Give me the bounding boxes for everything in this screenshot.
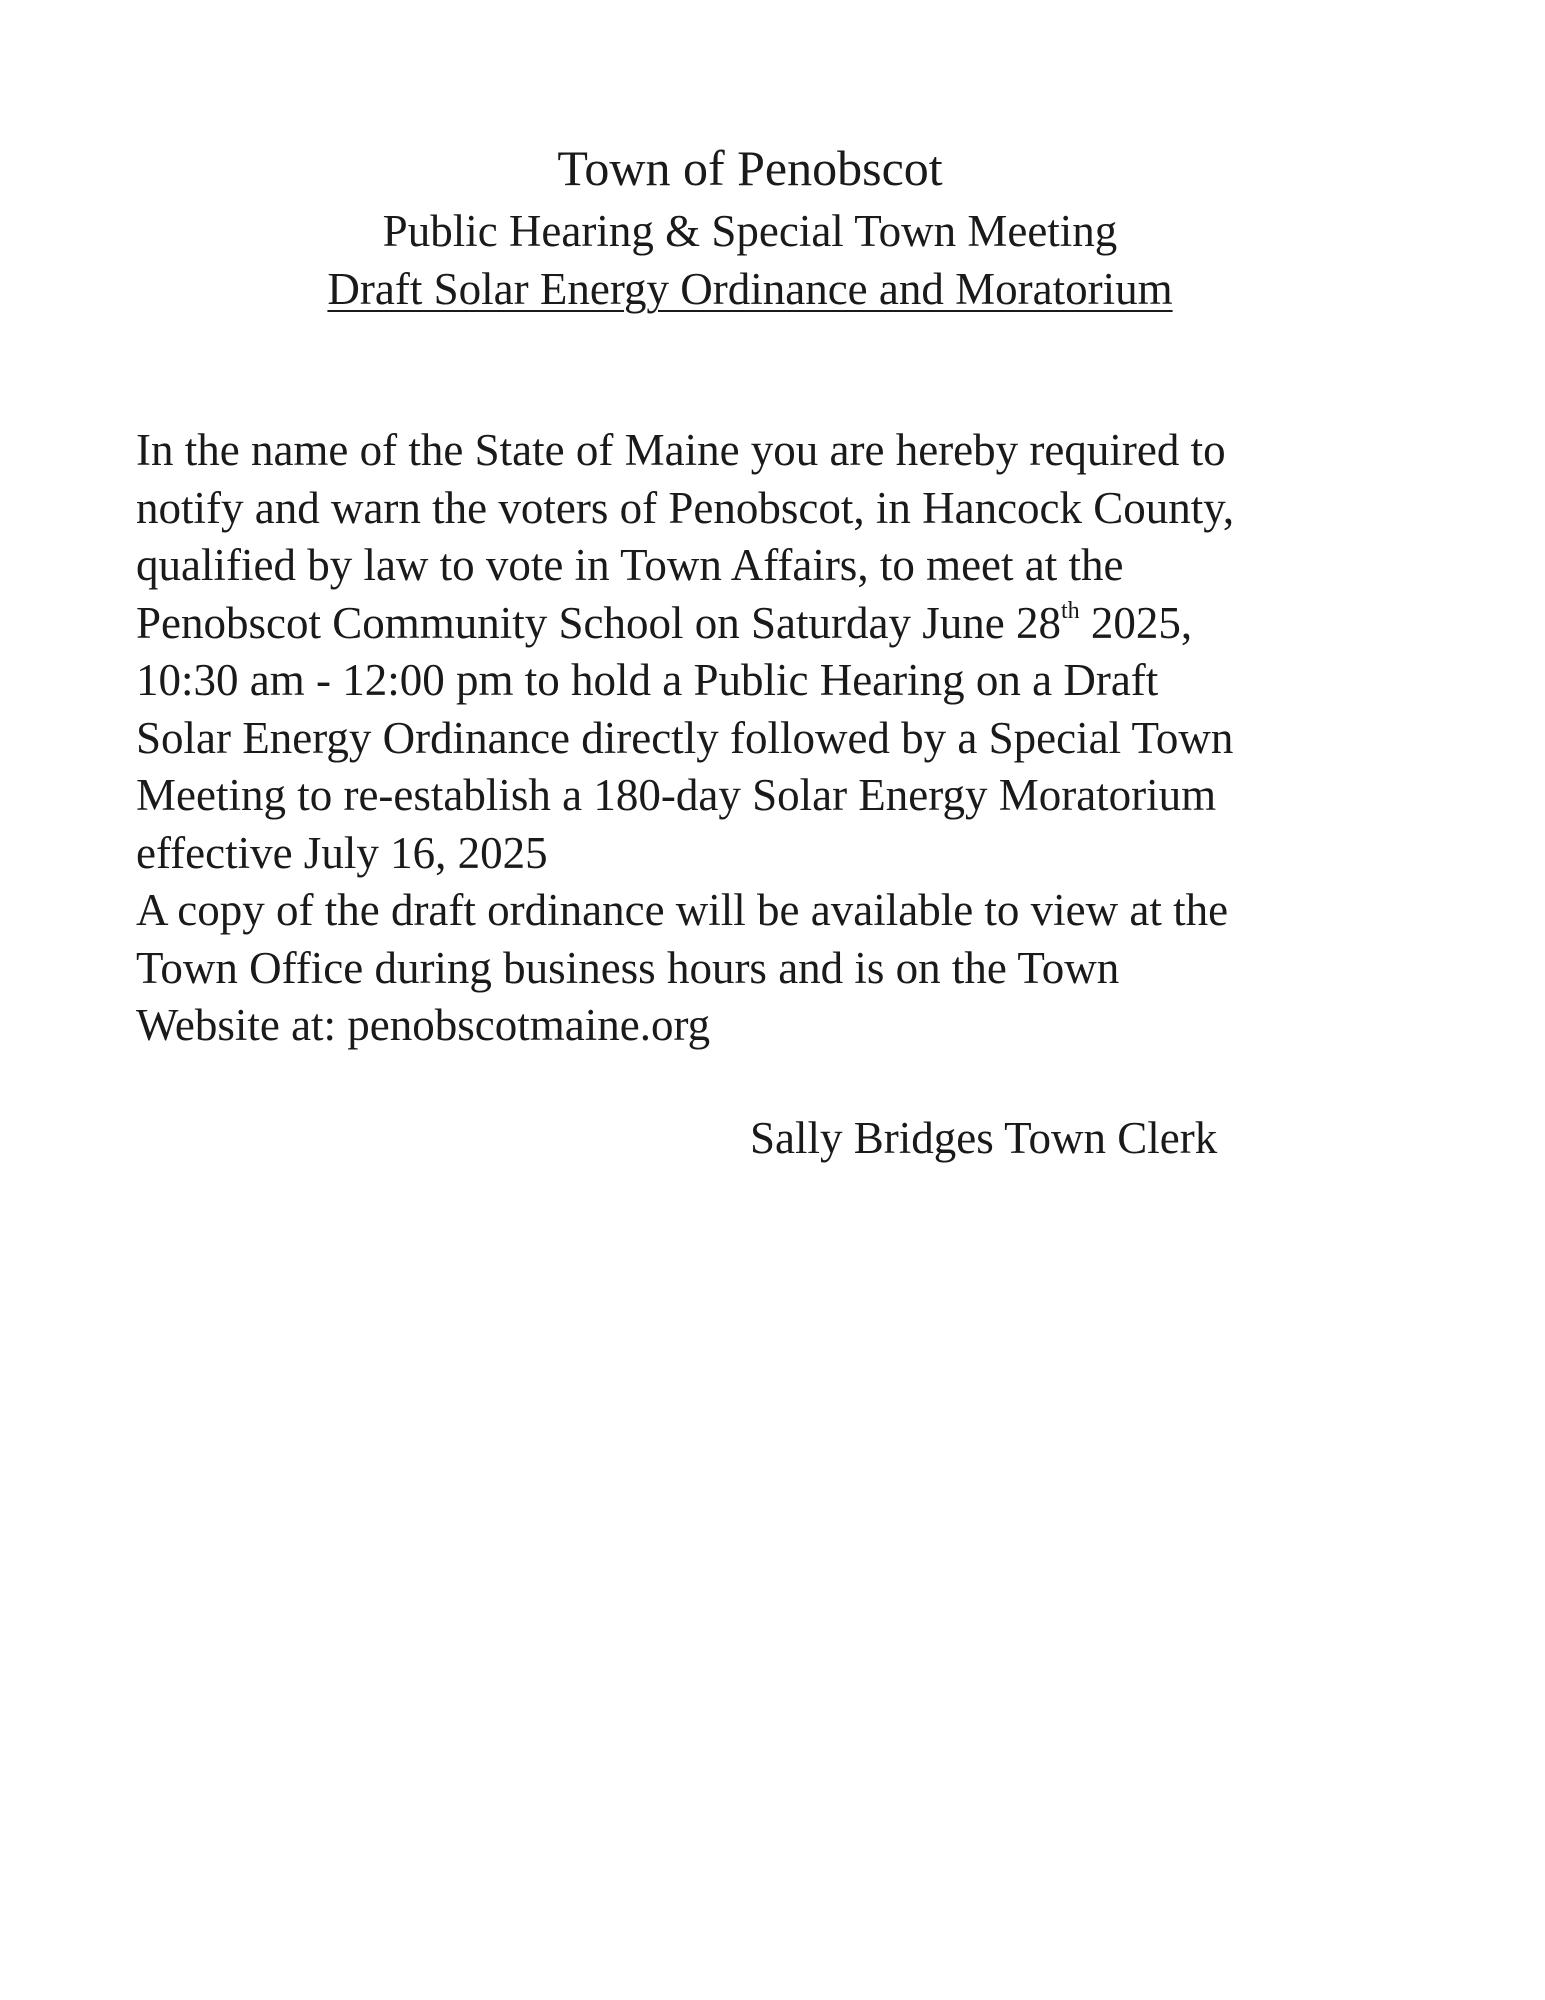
notice-line: notify and warn the voters of Penobscot, in Hancock County, — [136, 482, 1235, 533]
notice-body — [136, 422, 1416, 1055]
notice-line: Solar Energy Ordinance directly followed by a Special Town — [136, 712, 1234, 763]
notice-line: 10:30 am - 12:00 pm to hold a Public Hearing on a Draft — [136, 655, 1159, 705]
subject-heading-text: Draft Solar Energy Ordinance and Moratorium — [327, 264, 1173, 314]
page-title: Town of Penobscot — [557, 140, 943, 196]
date-text-before: Penobscot Community School on Saturday June 28 — [136, 597, 1061, 648]
notice-line: effective July 16, 2025 — [136, 827, 548, 878]
ordinal-suffix: th — [1060, 597, 1080, 624]
notice-line: qualified by law to vote in Town Affairs, to meet at the — [136, 540, 1124, 590]
notice-line: Town Office during business hours and is on the Town — [136, 942, 1120, 993]
date-text-after: 2025, — [1079, 597, 1193, 648]
notice-line: A copy of the draft ordinance will be available to view at the — [136, 885, 1229, 935]
notice-line-date — [136, 595, 1416, 653]
subject-heading — [0, 261, 1500, 317]
signature-block: Sally Bridges Town Clerk — [750, 1113, 1218, 1163]
notice-line-website: Website at: penobscotmaine.org — [136, 1000, 711, 1050]
notice-line: Meeting to re-establish a 180-day Solar Energy Moratorium — [136, 770, 1217, 820]
notice-line: In the name of the State of Maine you are hereby required to — [136, 425, 1226, 475]
page-subtitle: Public Hearing & Special Town Meeting — [382, 206, 1118, 256]
